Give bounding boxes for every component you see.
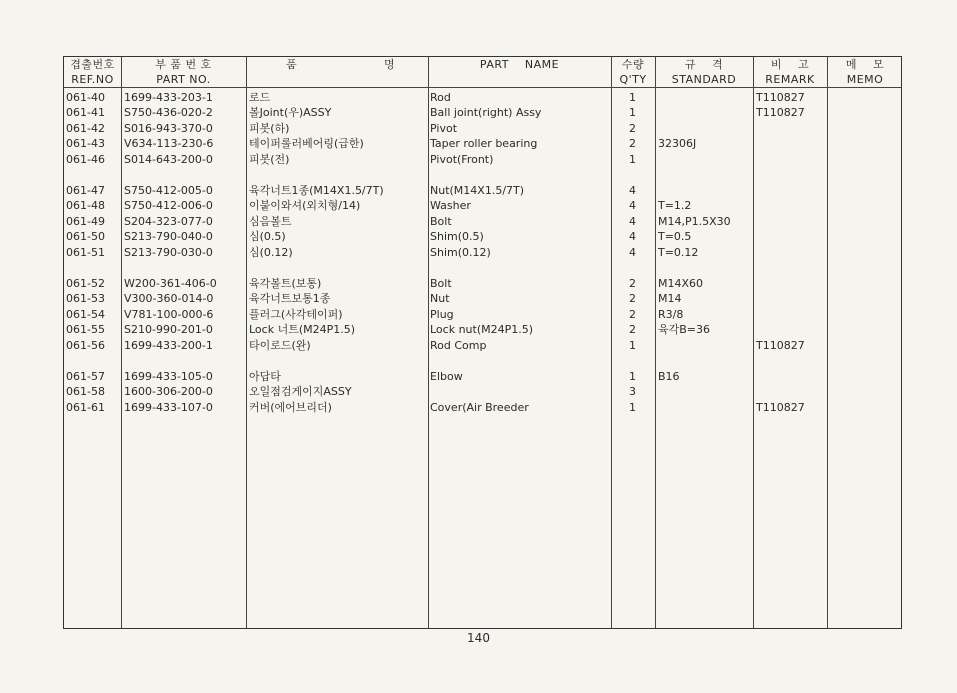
qty-cell: 4 xyxy=(629,199,636,212)
part-name-cell: Ball joint(right) Assy xyxy=(430,106,542,119)
ref-no-cell: 061-61 xyxy=(66,401,105,414)
header-memo-ko: 메 모 xyxy=(845,58,885,71)
part-name-cell: Rod Comp xyxy=(430,339,487,352)
part-name-cell: Cover(Air Breeder xyxy=(430,401,529,414)
standard-cell: R3/8 xyxy=(658,308,684,321)
ref-no-cell: 061-56 xyxy=(66,339,105,352)
part-name-cell: Pivot(Front) xyxy=(430,153,494,166)
name-ko-cell: 플러그(사각테이퍼) xyxy=(249,308,343,321)
qty-cell: 3 xyxy=(629,385,636,398)
remark-cell: T110827 xyxy=(756,339,805,352)
ref-no-cell: 061-46 xyxy=(66,153,105,166)
qty-cell: 1 xyxy=(629,370,636,383)
name-ko-cell: 볼Joint(우)ASSY xyxy=(249,106,332,119)
part-no-cell: S213-790-040-0 xyxy=(124,230,213,243)
header-remark-ko: 비 고 xyxy=(770,58,810,71)
remark-cell: T110827 xyxy=(756,106,805,119)
name-ko-cell: 심(0.5) xyxy=(249,230,286,243)
name-ko-cell: 커버(에어브리더) xyxy=(249,401,332,414)
ref-no-cell: 061-47 xyxy=(66,184,105,197)
part-no-cell: S750-412-006-0 xyxy=(124,199,213,212)
header-memo-en: MEMO xyxy=(846,73,884,86)
name-ko-cell: 이붙이와셔(외치형/14) xyxy=(249,199,361,212)
standard-cell: 32306J xyxy=(658,137,697,150)
header-std-ko: 규 격 xyxy=(684,58,724,71)
ref-no-cell: 061-57 xyxy=(66,370,105,383)
part-name-cell: Bolt xyxy=(430,215,452,228)
name-ko-cell: 타이로드(완) xyxy=(249,339,311,352)
part-no-cell: 1699-433-105-0 xyxy=(124,370,213,383)
part-name-cell: Lock nut(M24P1.5) xyxy=(430,323,534,336)
part-no-cell: S213-790-030-0 xyxy=(124,246,213,259)
qty-cell: 2 xyxy=(629,323,636,336)
ref-no-cell: 061-42 xyxy=(66,122,105,135)
header-name-ko-a: 품 xyxy=(286,58,298,71)
ref-no-cell: 061-58 xyxy=(66,385,105,398)
qty-cell: 2 xyxy=(629,122,636,135)
part-name-cell: Rod xyxy=(430,91,451,104)
part-no-cell: S210-990-201-0 xyxy=(124,323,213,336)
qty-cell: 2 xyxy=(629,292,636,305)
ref-no-cell: 061-54 xyxy=(66,308,105,321)
part-name-cell: Shim(0.5) xyxy=(430,230,484,243)
ref-no-cell: 061-52 xyxy=(66,277,105,290)
ref-no-cell: 061-43 xyxy=(66,137,105,150)
column-divider xyxy=(246,57,247,628)
ref-no-cell: 061-48 xyxy=(66,199,105,212)
standard-cell: M14X60 xyxy=(658,277,704,290)
qty-cell: 1 xyxy=(629,339,636,352)
standard-cell: T=0.12 xyxy=(658,246,699,259)
qty-cell: 2 xyxy=(629,277,636,290)
part-no-cell: 1699-433-200-1 xyxy=(124,339,213,352)
part-no-cell: 1699-433-107-0 xyxy=(124,401,213,414)
name-ko-cell: 육각너트보통1종 xyxy=(249,292,331,305)
parts-table xyxy=(63,56,902,629)
part-name-cell: Shim(0.12) xyxy=(430,246,491,259)
header-refno-ko: 겹출번호 xyxy=(70,58,115,71)
qty-cell: 4 xyxy=(629,230,636,243)
name-ko-cell: 로드 xyxy=(249,91,271,104)
name-ko-cell: 피봇(전) xyxy=(249,153,290,166)
standard-cell: M14 xyxy=(658,292,682,305)
header-remark-en: REMARK xyxy=(765,73,815,86)
ref-no-cell: 061-51 xyxy=(66,246,105,259)
part-no-cell: 1699-433-203-1 xyxy=(124,91,213,104)
standard-cell: T=0.5 xyxy=(658,230,692,243)
standard-cell: B16 xyxy=(658,370,680,383)
part-no-cell: V300-360-014-0 xyxy=(124,292,214,305)
part-name-cell: Washer xyxy=(430,199,471,212)
column-divider xyxy=(121,57,122,628)
column-divider xyxy=(827,57,828,628)
qty-cell: 1 xyxy=(629,401,636,414)
part-no-cell: S204-323-077-0 xyxy=(124,215,213,228)
qty-cell: 4 xyxy=(629,215,636,228)
ref-no-cell: 061-55 xyxy=(66,323,105,336)
qty-cell: 2 xyxy=(629,308,636,321)
part-no-cell: V781-100-000-6 xyxy=(124,308,214,321)
ref-no-cell: 061-41 xyxy=(66,106,105,119)
name-ko-cell: 테이퍼롤러베어링(급한) xyxy=(249,137,364,150)
name-ko-cell: 육각너트1종(M14X1.5/7T) xyxy=(249,184,384,197)
qty-cell: 2 xyxy=(629,137,636,150)
qty-cell: 4 xyxy=(629,246,636,259)
name-ko-cell: 육각볼트(보통) xyxy=(249,277,322,290)
column-divider xyxy=(753,57,754,628)
name-ko-cell: 심(0.12) xyxy=(249,246,293,259)
part-name-cell: Pivot xyxy=(430,122,458,135)
name-ko-cell: 오일점검게이지ASSY xyxy=(249,385,352,398)
column-divider xyxy=(655,57,656,628)
header-partno-en: PART NO. xyxy=(156,73,211,86)
name-ko-cell: 아답타 xyxy=(249,370,281,383)
part-no-cell: 1600-306-200-0 xyxy=(124,385,213,398)
name-ko-cell: 피봇(하) xyxy=(249,122,290,135)
part-name-cell: Bolt xyxy=(430,277,452,290)
standard-cell: M14,P1.5X30 xyxy=(658,215,731,228)
name-ko-cell: 심음볼트 xyxy=(249,215,292,228)
header-divider xyxy=(64,87,901,88)
remark-cell: T110827 xyxy=(756,401,805,414)
standard-cell: 육각B=36 xyxy=(658,323,711,336)
part-no-cell: S016-943-370-0 xyxy=(124,122,213,135)
part-name-cell: Elbow xyxy=(430,370,463,383)
ref-no-cell: 061-40 xyxy=(66,91,105,104)
ref-no-cell: 061-50 xyxy=(66,230,105,243)
header-qty-en: Q'TY xyxy=(619,73,647,86)
part-name-cell: Taper roller bearing xyxy=(430,137,538,150)
part-no-cell: S750-412-005-0 xyxy=(124,184,213,197)
ref-no-cell: 061-49 xyxy=(66,215,105,228)
part-no-cell: S014-643-200-0 xyxy=(124,153,213,166)
standard-cell: T=1.2 xyxy=(658,199,692,212)
part-no-cell: S750-436-020-2 xyxy=(124,106,213,119)
remark-cell: T110827 xyxy=(756,91,805,104)
header-partname-en: PART NAME xyxy=(479,58,560,71)
part-no-cell: W200-361-406-0 xyxy=(124,277,217,290)
qty-cell: 1 xyxy=(629,91,636,104)
part-name-cell: Plug xyxy=(430,308,454,321)
header-qty-ko: 수량 xyxy=(621,58,645,71)
header-name-ko-b: 명 xyxy=(384,58,396,71)
column-divider xyxy=(428,57,429,628)
part-name-cell: Nut xyxy=(430,292,450,305)
header-partno-ko: 부 품 번 호 xyxy=(155,58,212,71)
header-refno-en: REF.NO xyxy=(71,73,114,86)
name-ko-cell: Lock 너트(M24P1.5) xyxy=(249,323,356,336)
qty-cell: 4 xyxy=(629,184,636,197)
qty-cell: 1 xyxy=(629,106,636,119)
part-no-cell: V634-113-230-6 xyxy=(124,137,214,150)
header-std-en: STANDARD xyxy=(671,73,737,86)
qty-cell: 1 xyxy=(629,153,636,166)
page-number: 140 xyxy=(467,631,490,645)
part-name-cell: Nut(M14X1.5/7T) xyxy=(430,184,525,197)
ref-no-cell: 061-53 xyxy=(66,292,105,305)
